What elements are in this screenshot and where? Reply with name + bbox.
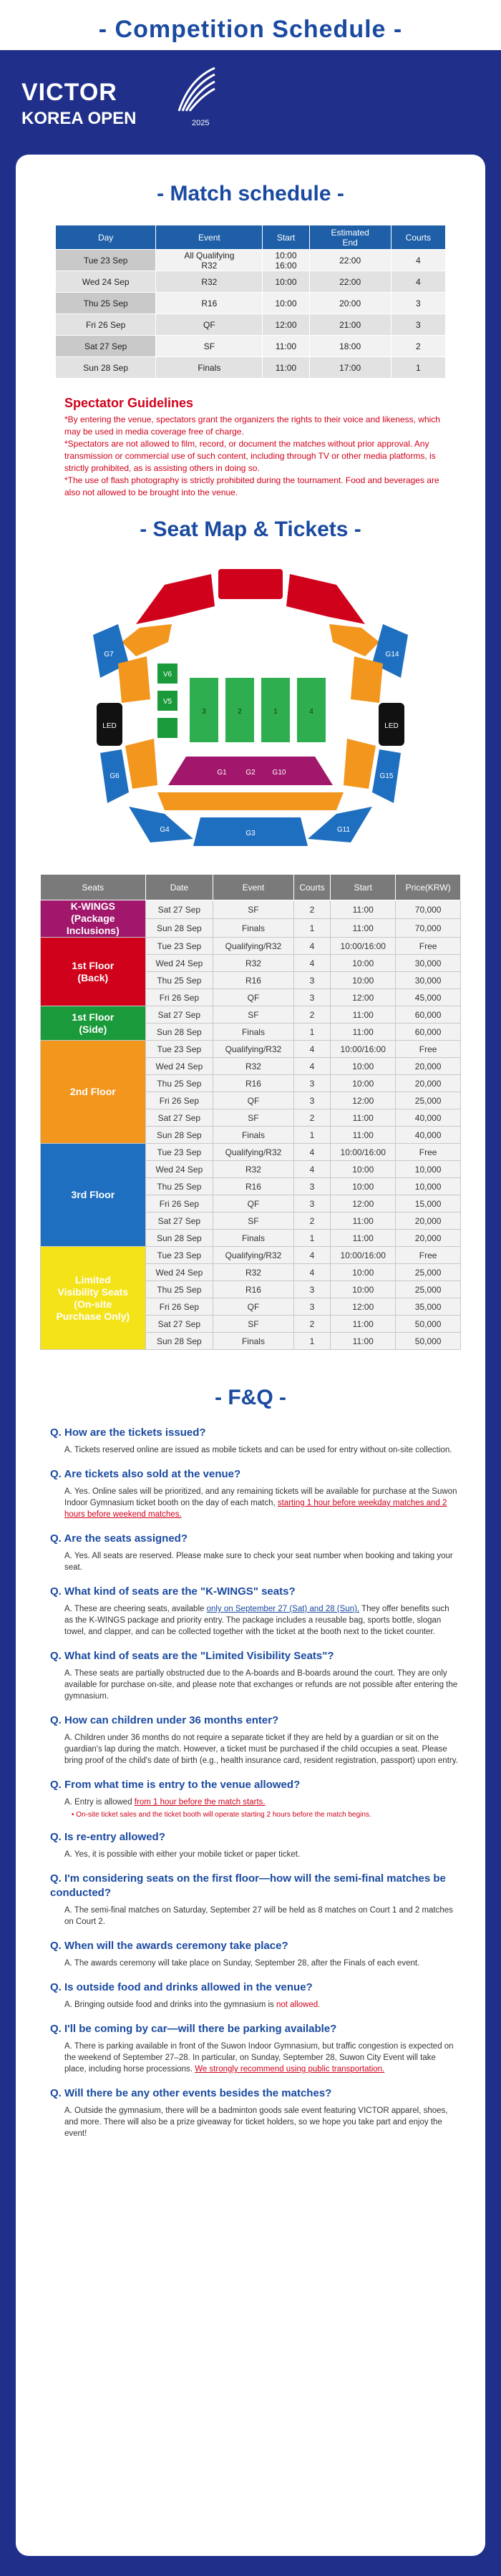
table-cell: Free [396, 1041, 461, 1058]
seat-group-cell: 1st Floor (Side) [41, 1006, 146, 1041]
table-cell: 21:00 [309, 314, 391, 336]
table-cell: Sun 28 Sep [145, 1333, 213, 1350]
table-cell: 12:00 [331, 1298, 396, 1316]
table-cell: Sun 28 Sep [145, 1127, 213, 1144]
table-cell: 20,000 [396, 1212, 461, 1230]
seat-label: G15 [379, 772, 394, 780]
faq-list [50, 1426, 458, 2139]
table-cell: 60,000 [396, 1006, 461, 1024]
table-cell: 11:00 [331, 1127, 396, 1144]
table-cell: 2 [293, 1006, 330, 1024]
table-cell: 3 [293, 1178, 330, 1195]
table-cell: 4 [293, 1161, 330, 1178]
faq-title: - F&Q - [215, 1386, 286, 1409]
table-cell: 4 [293, 1144, 330, 1161]
table-row [41, 1041, 461, 1058]
seat-section-orange[interactable] [125, 739, 157, 789]
table-cell: 11:00 [331, 1109, 396, 1127]
table-cell: Finals [213, 1024, 294, 1041]
table-cell: Tue 23 Sep [145, 1041, 213, 1058]
table-cell: 2 [293, 900, 330, 919]
seat-label: G10 [272, 769, 286, 777]
answer-text: We strongly recommend using public transportation. [195, 2065, 385, 2074]
faq-question[interactable]: Q. I'm considering seats on the first floor—how will the semi-final matches be conducted? [50, 1872, 446, 1899]
table-cell: QF [213, 1298, 294, 1316]
answer-text: A. These are cheering seats, available [64, 1605, 207, 1613]
table-cell: 22:00 [309, 250, 391, 271]
table-row [56, 336, 446, 357]
table-row [56, 293, 446, 314]
answer-text: A. Entry is allowed [64, 1798, 135, 1807]
table-cell: Fri 26 Sep [145, 1298, 213, 1316]
seat-section-orange[interactable] [351, 656, 383, 703]
table-cell: R32 [213, 955, 294, 972]
answer-text: A. Tickets reserved online are issued as mobile tickets and can be used for entry without on-site collection. [64, 1446, 452, 1454]
table-cell: Free [396, 1144, 461, 1161]
seat-label: G6 [110, 772, 120, 780]
answer-text: A. These seats are partially obstructed due to the A-boards and B-boards around the court. They are only available for purchase on-site, and please note that exchanges or refunds are not possible after entering the gymnasium. [64, 1669, 458, 1701]
table-cell: 11:00 [331, 1212, 396, 1230]
table-cell: 4 [293, 1264, 330, 1281]
table-cell: QF [213, 989, 294, 1006]
table-cell: 1 [293, 919, 330, 938]
table-cell: 3 [293, 1281, 330, 1298]
table-cell: 3 [293, 1195, 330, 1212]
table-cell: Finals [213, 1127, 294, 1144]
column-header: Courts [391, 225, 445, 250]
faq-answer [64, 1668, 458, 1702]
table-cell: 3 [293, 972, 330, 989]
table-cell: Tue 23 Sep [145, 938, 213, 955]
faq-answer [64, 1958, 458, 1969]
table-cell: 10:00 [331, 955, 396, 972]
table-cell: 3 [391, 314, 445, 336]
table-cell: 10:00 [331, 1178, 396, 1195]
faq-question[interactable]: Q. Is re-entry allowed? [50, 1831, 165, 1843]
hero-banner [0, 50, 501, 150]
table-cell: 20,000 [396, 1058, 461, 1075]
answer-text: A. Outside the gymnasium, there will be a badminton goods sale event featuring VICTOR apparel, shoes, and more. There will also be a prize giveaway for ticket holders, so we hope you take part and enjoy the event! [64, 2106, 448, 2138]
table-cell: Fri 26 Sep [145, 1195, 213, 1212]
table-cell: Qualifying/R32 [213, 1247, 294, 1264]
seat-section-blue[interactable] [308, 807, 372, 842]
seat-label: G4 [160, 826, 170, 834]
faq-question[interactable]: Q. Are tickets also sold at the venue? [50, 1468, 241, 1480]
table-cell: R16 [213, 1178, 294, 1195]
table-cell: 10:00 16:00 [263, 250, 309, 271]
faq-question[interactable]: Q. What kind of seats are the "Limited Visibility Seats"? [50, 1650, 334, 1662]
table-cell: 11:00 [263, 357, 309, 379]
court-label: 1 [273, 708, 278, 716]
seat-section-red[interactable] [286, 574, 365, 624]
faq-question[interactable]: Q. I'll be coming by car—will there be parking available? [50, 2023, 337, 2035]
seat-map [50, 556, 451, 857]
table-cell: 30,000 [396, 972, 461, 989]
table-cell: R16 [213, 1281, 294, 1298]
answer-text: only on September 27 (Sat) and 28 (Sun). [206, 1605, 360, 1613]
table-cell: 11:00 [331, 1024, 396, 1041]
table-cell: SF [156, 336, 263, 357]
table-cell: 11:00 [331, 1333, 396, 1350]
answer-text: not allowed. [276, 2001, 321, 2009]
faq-answer [64, 1550, 458, 1573]
table-cell: SF [213, 1006, 294, 1024]
table-cell: R32 [213, 1161, 294, 1178]
column-header: Estimated End [309, 225, 391, 250]
table-cell: 70,000 [396, 900, 461, 919]
page-title: - Competition Schedule - [98, 16, 403, 43]
table-cell: 40,000 [396, 1127, 461, 1144]
table-cell: 12:00 [331, 1092, 396, 1109]
table-cell: 3 [293, 1298, 330, 1316]
seat-label: G2 [245, 769, 256, 777]
faq-answer [64, 1905, 458, 1928]
table-cell: 20,000 [396, 1075, 461, 1092]
table-cell: 10:00/16:00 [331, 938, 396, 955]
answer-text: A. The semi-final matches on Saturday, September 27 will be held as 8 matches on Court 1 and 2 matches on Court 2. [64, 1906, 453, 1926]
seat-map-title: - Seat Map & Tickets - [140, 517, 361, 541]
table-cell: Sat 27 Sep [145, 900, 213, 919]
seat-label: V5 [162, 698, 172, 706]
court-label: 4 [309, 708, 313, 716]
seat-group-cell: 2nd Floor [41, 1041, 146, 1144]
answer-text: A. There is parking available in front of the Suwon Indoor Gymnasium, but traffic congestion is expected on the weekend of September 27–28. In particular, on Sunday, September 28, Suwon City Event will take place, including horse processions. [64, 2042, 454, 2074]
faq-answer [64, 1444, 458, 1456]
table-row [56, 357, 446, 379]
seat-section-red[interactable] [218, 569, 283, 599]
guideline-3: *The use of flash photography is strictly prohibited during the tournament. Food and beverages are also not allowed to be brought into the venue. [64, 475, 439, 497]
table-cell: 4 [293, 1247, 330, 1264]
table-cell: Thu 25 Sep [145, 1281, 213, 1298]
faq-answer [64, 1797, 458, 1808]
table-cell: QF [156, 314, 263, 336]
content-card [16, 155, 485, 2556]
table-row [56, 250, 446, 271]
guideline-2: *Spectators are not allowed to film, record, or document the matches without prior approval. Any transmission or commercial use of such content, including through TV or other media platforms, is strictly prohibited, as is assisting others in doing so. [64, 439, 436, 473]
table-cell: 4 [391, 271, 445, 293]
table-row [41, 900, 461, 919]
table-cell: 12:00 [331, 1195, 396, 1212]
seat-label: G3 [245, 830, 256, 837]
table-cell: 11:00 [331, 1230, 396, 1247]
table-cell: 3 [293, 1092, 330, 1109]
table-cell: Sun 28 Sep [56, 357, 156, 379]
seat-group-cell: 1st Floor (Back) [41, 938, 146, 1006]
table-cell: Sun 28 Sep [145, 919, 213, 938]
table-cell: Thu 25 Sep [56, 293, 156, 314]
table-cell: R32 [213, 1264, 294, 1281]
table-row [41, 1247, 461, 1264]
table-cell: SF [213, 1212, 294, 1230]
table-cell: 10:00 [331, 972, 396, 989]
table-cell: Free [396, 1247, 461, 1264]
seat-section-orange[interactable] [329, 624, 379, 656]
faq-answer [64, 1603, 458, 1638]
table-cell: 10,000 [396, 1161, 461, 1178]
event-year: 2025 [192, 119, 210, 127]
table-cell: 45,000 [396, 989, 461, 1006]
seat-group-cell: K-WINGS (Package Inclusions) [41, 900, 146, 938]
table-cell: R32 [156, 271, 263, 293]
match-schedule-title: - Match schedule - [157, 182, 344, 205]
faq-answer [64, 2041, 458, 2075]
seat-section-orange[interactable] [118, 656, 150, 703]
table-cell: QF [213, 1092, 294, 1109]
table-cell: 18:00 [309, 336, 391, 357]
table-cell: 25,000 [396, 1092, 461, 1109]
table-cell: Fri 26 Sep [145, 989, 213, 1006]
answer-text: A. Yes. Online sales will be prioritized, and any remaining tickets will be available for purchase at the Suwon Indoor Gymnasium ticket booth on the day of each match, [64, 1487, 457, 1507]
faq-note: • On-site ticket sales and the ticket booth will operate starting 2 hours before the match begins. [72, 1811, 371, 1819]
table-cell: Tue 23 Sep [56, 250, 156, 271]
table-cell: Sat 27 Sep [56, 336, 156, 357]
table-cell: 25,000 [396, 1281, 461, 1298]
answer-text: starting 1 hour before weekday matches and 2 hours before weekend matches. [64, 1499, 447, 1519]
table-cell: 25,000 [396, 1264, 461, 1281]
table-cell: R32 [213, 1058, 294, 1075]
faq-question[interactable]: Q. From what time is entry to the venue allowed? [50, 1779, 301, 1791]
table-cell: 3 [391, 293, 445, 314]
table-cell: 10,000 [396, 1178, 461, 1195]
seat-section-orange[interactable] [157, 792, 344, 810]
table-cell: 4 [293, 938, 330, 955]
table-cell: Finals [213, 1230, 294, 1247]
table-cell: Sat 27 Sep [145, 1109, 213, 1127]
table-cell: Finals [213, 1333, 294, 1350]
guidelines-title: Spectator Guidelines [64, 396, 194, 410]
table-cell: 11:00 [331, 900, 396, 919]
faq-answer [64, 1849, 458, 1860]
brand-logo-text: VICTOR [21, 79, 117, 106]
table-cell: 17:00 [309, 357, 391, 379]
column-header: Day [56, 225, 156, 250]
table-cell: Thu 25 Sep [145, 972, 213, 989]
table-cell: 2 [293, 1316, 330, 1333]
table-cell: Qualifying/R32 [213, 1041, 294, 1058]
answer-text: A. Yes. All seats are reserved. Please make sure to check your seat number when booking and taking your seat. [64, 1552, 453, 1572]
table-cell: Wed 24 Sep [145, 1264, 213, 1281]
table-cell: R16 [213, 1075, 294, 1092]
table-cell: Sat 27 Sep [145, 1316, 213, 1333]
table-cell: 1 [293, 1230, 330, 1247]
seat-label: LED [102, 722, 117, 730]
table-cell: 4 [293, 1058, 330, 1075]
table-row [41, 938, 461, 955]
table-cell: 10:00 [331, 1075, 396, 1092]
table-cell: 10:00/16:00 [331, 1247, 396, 1264]
faq-answer [64, 1486, 458, 1520]
ticket-price-table [40, 874, 461, 1350]
table-cell: 20,000 [396, 1230, 461, 1247]
table-cell: 10:00 [263, 271, 309, 293]
table-cell: Qualifying/R32 [213, 938, 294, 955]
faq-question[interactable]: Q. How are the tickets issued? [50, 1426, 206, 1439]
table-cell: Thu 25 Sep [145, 1178, 213, 1195]
table-cell: 11:00 [263, 336, 309, 357]
table-cell: 40,000 [396, 1109, 461, 1127]
seat-section-orange[interactable] [344, 739, 376, 789]
table-cell: Free [396, 938, 461, 955]
seat-label: G11 [336, 826, 351, 834]
table-cell: 4 [391, 250, 445, 271]
table-cell: R16 [213, 972, 294, 989]
table-cell: 70,000 [396, 919, 461, 938]
table-cell: 35,000 [396, 1298, 461, 1316]
table-cell: 50,000 [396, 1333, 461, 1350]
table-cell: 2 [293, 1212, 330, 1230]
column-header: Event [213, 875, 294, 900]
table-cell: 1 [391, 357, 445, 379]
seat-section-blue[interactable] [129, 807, 193, 842]
table-cell: Sun 28 Sep [145, 1024, 213, 1041]
answer-text: A. Children under 36 months do not require a separate ticket if they are held by a guardian or sit on the guardian's lap during the match. However, a ticket must be purchased if the child occupies a seat. Please bring proof of the child's date of birth (e.g., health insurance card, resident registration, passport) upon entry. [64, 1734, 458, 1765]
table-cell: Wed 24 Sep [145, 1058, 213, 1075]
seat-section-green[interactable] [157, 718, 177, 738]
match-schedule-table [55, 225, 446, 379]
table-cell: 4 [293, 955, 330, 972]
seat-label: G14 [385, 651, 399, 658]
faq-question[interactable]: Q. What kind of seats are the "K-WINGS" seats? [50, 1585, 296, 1598]
table-cell: 12:00 [263, 314, 309, 336]
seat-map-diagram [50, 556, 451, 857]
table-cell: 3 [293, 1075, 330, 1092]
faq-question[interactable]: Q. Are the seats assigned? [50, 1532, 188, 1545]
table-cell: 2 [293, 1109, 330, 1127]
table-cell: All Qualifying R32 [156, 250, 263, 271]
table-cell: 4 [293, 1041, 330, 1058]
answer-text: from 1 hour before the match starts. [134, 1798, 266, 1807]
seat-group-cell: Limited Visibility Seats (On-site Purchase Only) [41, 1247, 146, 1350]
table-cell: Sun 28 Sep [145, 1230, 213, 1247]
table-cell: 12:00 [331, 989, 396, 1006]
table-cell: Finals [156, 357, 263, 379]
table-cell: 10:00/16:00 [331, 1144, 396, 1161]
answer-text: A. Yes, it is possible with either your mobile ticket or paper ticket. [64, 1850, 301, 1859]
table-row [41, 1144, 461, 1161]
table-cell: Wed 24 Sep [145, 1161, 213, 1178]
table-cell: 50,000 [396, 1316, 461, 1333]
column-header: Start [263, 225, 309, 250]
table-cell: Sat 27 Sep [145, 1212, 213, 1230]
table-cell: Fri 26 Sep [56, 314, 156, 336]
table-cell: 10:00/16:00 [331, 1041, 396, 1058]
table-cell: 60,000 [396, 1024, 461, 1041]
faq-question[interactable]: Q. Is outside food and drinks allowed in the venue? [50, 1981, 313, 1993]
court-label: 3 [202, 708, 206, 716]
seat-label: G1 [217, 769, 227, 777]
event-name: KOREA OPEN [21, 109, 137, 128]
column-header: Courts [293, 875, 330, 900]
table-cell: 1 [293, 1024, 330, 1041]
table-cell: 10:00 [331, 1264, 396, 1281]
court-label: 2 [238, 708, 242, 716]
seat-group-cell: 3rd Floor [41, 1144, 146, 1247]
table-row [41, 1006, 461, 1024]
victor-wing-logo-icon [175, 64, 218, 115]
table-cell: 2 [391, 336, 445, 357]
table-cell: 10:00 [263, 293, 309, 314]
table-cell: SF [213, 900, 294, 919]
answer-text: A. The awards ceremony will take place on Sunday, September 28, after the Finals of each event. [64, 1959, 420, 1968]
table-cell: 10:00 [331, 1058, 396, 1075]
table-cell: 30,000 [396, 955, 461, 972]
table-cell: 22:00 [309, 271, 391, 293]
table-cell: 11:00 [331, 919, 396, 938]
table-cell: Sat 27 Sep [145, 1006, 213, 1024]
table-cell: Wed 24 Sep [56, 271, 156, 293]
column-header: Event [156, 225, 263, 250]
table-cell: Tue 23 Sep [145, 1144, 213, 1161]
faq-question[interactable]: Q. Will there be any other events besides the matches? [50, 2087, 332, 2099]
table-row [56, 314, 446, 336]
table-cell: SF [213, 1316, 294, 1333]
table-cell: 15,000 [396, 1195, 461, 1212]
table-cell: 20:00 [309, 293, 391, 314]
top-banner [0, 0, 501, 50]
faq-answer [64, 1999, 458, 2011]
table-cell: QF [213, 1195, 294, 1212]
table-cell: 10:00 [331, 1161, 396, 1178]
faq-answer [64, 1732, 458, 1766]
answer-text: They offer benefits such as the K-WINGS package and priority entry. The package includes a reusable bag, sports bottle, slogan towel, and clapper, and can be collected together with the ticket at the booth next to the ticket counter. [64, 1605, 449, 1636]
faq-question[interactable]: Q. How can children under 36 months enter? [50, 1714, 279, 1726]
table-cell: 11:00 [331, 1316, 396, 1333]
column-header: Start [331, 875, 396, 900]
table-cell: Thu 25 Sep [145, 1075, 213, 1092]
seat-section-orange[interactable] [122, 624, 172, 656]
table-cell: Wed 24 Sep [145, 955, 213, 972]
table-cell: R16 [156, 293, 263, 314]
table-cell: Fri 26 Sep [145, 1092, 213, 1109]
table-cell: 1 [293, 1127, 330, 1144]
table-cell: Qualifying/R32 [213, 1144, 294, 1161]
column-header: Price(KRW) [396, 875, 461, 900]
table-cell: 3 [293, 989, 330, 1006]
seat-label: LED [384, 722, 399, 730]
table-cell: 1 [293, 1333, 330, 1350]
table-cell: SF [213, 1109, 294, 1127]
table-row [56, 271, 446, 293]
seat-section-red[interactable] [136, 574, 215, 624]
faq-answer [64, 2105, 458, 2139]
faq-question[interactable]: Q. When will the awards ceremony take place? [50, 1940, 288, 1952]
table-cell: 10:00 [331, 1281, 396, 1298]
seat-label: G7 [104, 651, 114, 658]
table-cell: Tue 23 Sep [145, 1247, 213, 1264]
column-header: Seats [41, 875, 146, 900]
answer-text: A. Bringing outside food and drinks into the gymnasium is [64, 2001, 276, 2009]
table-cell: Finals [213, 919, 294, 938]
seat-label: V6 [162, 671, 172, 679]
spectator-guidelines [64, 396, 451, 499]
guideline-1: *By entering the venue, spectators grant the organizers the rights to their voice and likeness, which may be used in media coverage free of charge. [64, 414, 440, 437]
table-cell: 11:00 [331, 1006, 396, 1024]
column-header: Date [145, 875, 213, 900]
